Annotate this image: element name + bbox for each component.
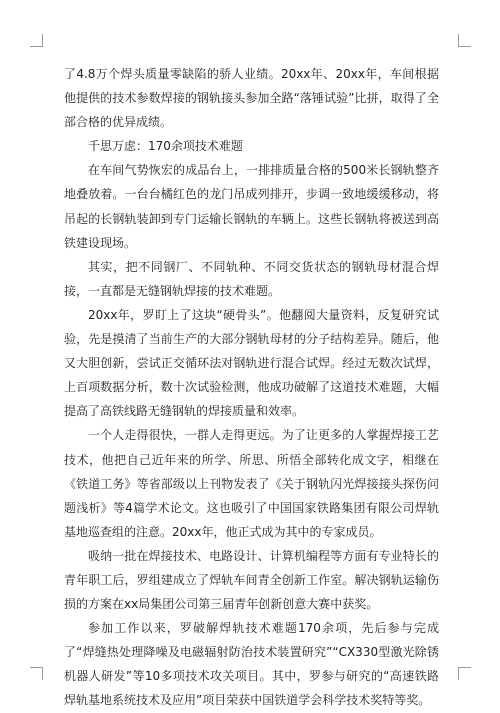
paragraph: 20xx年，罗盯上了这块“硬骨头”。他翻阅大量资料，反复研究试验，先是摸清了当前生产的大部分钢轨母材的分子结构差异。随后，他又大胆创新，尝试正交循环法对钢轨进行混合试焊。经过无数次试焊，上百项数据分析，数十次试验检测，他成功破解了这道技术难题，大幅提高了高铁线路无缝钢轨的焊接质量和效率。 xyxy=(64,307,439,419)
paragraph: 一个人走得很快，一群人走得更远。为了让更多的人掌握焊接工艺技术，他把自己近年来的所学、所思、所悟全部转化成文字，相继在《铁道工务》等省部级以上刊物发表了《关于钢轨闪光焊接接头探伤问题浅析》等4篇学术论文。这也吸引了中国国家铁路集团有限公司焊轨基地巡查组的注意。20xx年，他正式成为其中的专家成员。 xyxy=(64,428,439,539)
crop-mark-bottom-right xyxy=(458,667,471,680)
paragraph: 在车间气势恢宏的成品台上，一排排质量合格的500米长钢轨整齐地叠放着。一台台橘红色的龙门吊成列排开，步调一致地缓缓移动，将吊起的长钢轨装卸到专门运输长钢轨的车辆上。这些长钢轨将被送到高铁建设现场。 xyxy=(64,163,439,250)
document-body xyxy=(64,62,439,713)
section-heading: 千思万虑：170余项技术难题 xyxy=(88,139,243,154)
paragraph: 其实，把不同钢厂、不同轨种、不同交货状态的钢轨母材混合焊接，一直都是无缝钢轨焊接的技术难题。 xyxy=(64,259,439,298)
crop-mark-bottom-left xyxy=(30,667,43,680)
crop-mark-top-left xyxy=(30,34,43,47)
crop-mark-top-right xyxy=(458,34,471,47)
paragraph-continuation: 了4.8万个焊头质量零缺陷的骄人业绩。20xx年、20xx年，车间根据他提供的技术参数焊接的钢轨接头参加全路“落锤试验”比拼，取得了全部合格的优异成绩。 xyxy=(64,67,439,130)
paragraph: 参加工作以来，罗破解焊轨技术难题170余项，先后参与完成了“焊缝热处理降噪及电磁辐射防治技术装置研究”“CX330型激光除锈机器人研发”等10多项技术攻关项目。其中，罗参与研究的“高速铁路焊轨基地系统技术及应用”项目荣获中国铁道学会科学技术奖特等奖。 xyxy=(64,621,439,708)
paragraph: 吸纳一批在焊接技术、电路设计、计算机编程等方面有专业特长的青年职工后，罗组建成立了焊轨车间青全创新工作室。解决钢轨运输伤损的方案在xx局集团公司第三届青年创新创意大赛中获奖。 xyxy=(64,548,439,612)
